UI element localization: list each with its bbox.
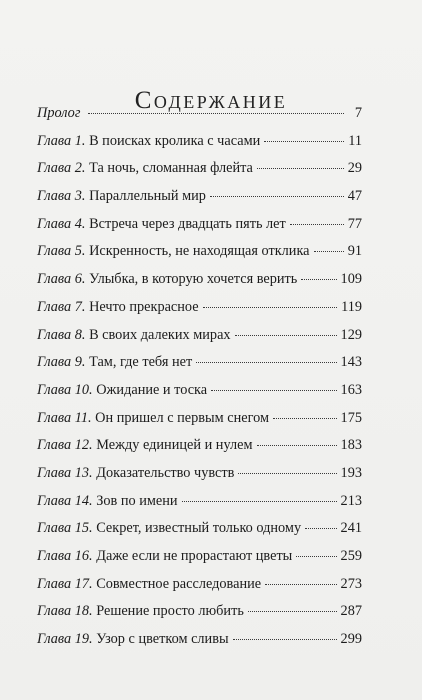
chapter-number: Глава 11. bbox=[37, 409, 92, 426]
toc-entry bbox=[37, 435, 362, 463]
chapter-title: Решение просто любить bbox=[96, 603, 244, 620]
page-number: 241 bbox=[340, 520, 362, 537]
table-of-contents bbox=[37, 103, 362, 657]
chapter-title: Там, где тебя нет bbox=[89, 354, 193, 371]
chapter-title: Встреча через двадцать пять лет bbox=[89, 215, 286, 232]
page-number: 7 bbox=[354, 105, 362, 121]
chapter-title: Та ночь, сломанная флейта bbox=[89, 160, 253, 177]
dot-leader bbox=[238, 473, 336, 474]
chapter-title: Даже если не прорастают цветы bbox=[96, 548, 293, 564]
toc-entry bbox=[37, 380, 362, 408]
chapter-title: Между единицей и нулем bbox=[96, 437, 253, 454]
dot-leader bbox=[88, 113, 344, 114]
page-number: 129 bbox=[340, 326, 362, 343]
dot-leader bbox=[265, 584, 336, 585]
page-number: 47 bbox=[347, 188, 362, 205]
chapter-number: Глава 15. bbox=[37, 520, 93, 537]
chapter-number: Глава 2. bbox=[37, 160, 86, 177]
page-number: 183 bbox=[340, 437, 362, 454]
page-number: 109 bbox=[340, 271, 362, 288]
chapter-title: Ожидание и тоска bbox=[96, 381, 208, 398]
chapter-number: Глава 17. bbox=[37, 575, 93, 592]
toc-entry bbox=[37, 269, 362, 297]
chapter-number: Глава 9. bbox=[37, 354, 86, 371]
toc-entry bbox=[37, 491, 362, 519]
chapter-title: В своих далеких мирах bbox=[89, 326, 231, 343]
chapter-number: Глава 10. bbox=[37, 381, 93, 398]
page-number: 193 bbox=[340, 464, 362, 481]
chapter-title: Он пришел с первым снегом bbox=[95, 409, 270, 426]
toc-entry bbox=[37, 629, 362, 657]
dot-leader bbox=[203, 307, 337, 308]
chapter-title: Секрет, известный только одному bbox=[96, 520, 302, 537]
chapter-number: Глава 12. bbox=[37, 437, 93, 454]
chapter-title: Зов по имени bbox=[96, 492, 178, 509]
toc-entry bbox=[37, 186, 362, 214]
toc-entry bbox=[37, 408, 362, 436]
dot-leader bbox=[314, 251, 344, 252]
dot-leader bbox=[233, 639, 337, 640]
dot-leader bbox=[211, 390, 336, 391]
chapter-title: Узор с цветком сливы bbox=[96, 631, 229, 648]
chapter-number: Глава 7. bbox=[37, 298, 86, 315]
toc-entry bbox=[37, 518, 362, 546]
dot-leader bbox=[182, 501, 337, 502]
chapter-number: Глава 13. bbox=[37, 464, 93, 481]
page-number: 11 bbox=[348, 132, 362, 149]
page-number: 163 bbox=[340, 381, 362, 398]
page-title: Содержание bbox=[134, 86, 288, 114]
dot-leader bbox=[235, 335, 337, 336]
chapter-title: Улыбка, в которую хочется верить bbox=[89, 271, 298, 288]
page-number: 213 bbox=[340, 492, 362, 509]
chapter-title: Совместное расследование bbox=[96, 575, 262, 592]
chapter-number: Глава 6. bbox=[37, 271, 86, 288]
chapter-number: Глава 8. bbox=[37, 326, 86, 343]
chapter-title: Доказательство чувств bbox=[96, 464, 235, 481]
chapter-number: Глава 1. bbox=[37, 132, 86, 149]
toc-entry bbox=[37, 574, 362, 602]
toc-entry bbox=[37, 325, 362, 353]
dot-leader bbox=[210, 196, 344, 197]
dot-leader bbox=[296, 556, 336, 557]
page-number: 287 bbox=[340, 603, 362, 620]
chapter-number: Глава 4. bbox=[37, 215, 86, 232]
toc-entry bbox=[37, 103, 362, 131]
page-number: 143 bbox=[340, 354, 362, 371]
chapter-number: Глава 14. bbox=[37, 492, 93, 509]
toc-entry bbox=[37, 158, 362, 186]
chapter-number: Глава 16. bbox=[37, 548, 93, 564]
dot-leader bbox=[257, 168, 344, 169]
chapter-number: Пролог bbox=[37, 105, 81, 121]
dot-leader bbox=[257, 445, 337, 446]
toc-entry bbox=[37, 131, 362, 159]
page-number: 273 bbox=[340, 575, 362, 592]
dot-leader bbox=[290, 224, 344, 225]
chapter-number: Глава 5. bbox=[37, 243, 86, 260]
dot-leader bbox=[273, 418, 337, 419]
toc-entry bbox=[37, 352, 362, 380]
chapter-number: Глава 18. bbox=[37, 603, 93, 620]
chapter-number: Глава 19. bbox=[37, 631, 93, 648]
dot-leader bbox=[301, 279, 336, 280]
page-number: 119 bbox=[341, 298, 362, 315]
page-number: 29 bbox=[347, 160, 362, 177]
dot-leader bbox=[264, 141, 344, 142]
page-number: 259 bbox=[340, 548, 362, 564]
page-number: 175 bbox=[340, 409, 362, 426]
chapter-title: Параллельный мир bbox=[89, 188, 206, 205]
chapter-title: Искренность, не находящая отклика bbox=[89, 243, 310, 260]
chapter-title: В поисках кролика с часами bbox=[89, 132, 261, 149]
toc-entry bbox=[37, 241, 362, 269]
dot-leader bbox=[305, 528, 336, 529]
toc-entry bbox=[37, 297, 362, 325]
toc-entry bbox=[37, 463, 362, 491]
page-number: 91 bbox=[347, 243, 362, 260]
page-number: 299 bbox=[340, 631, 362, 648]
chapter-number: Глава 3. bbox=[37, 188, 86, 205]
page-number: 77 bbox=[347, 215, 362, 232]
chapter-title: Нечто прекрасное bbox=[89, 298, 199, 315]
dot-leader bbox=[196, 362, 336, 363]
toc-entry bbox=[37, 214, 362, 242]
toc-entry bbox=[37, 601, 362, 629]
dot-leader bbox=[248, 611, 337, 612]
toc-entry bbox=[37, 546, 362, 574]
